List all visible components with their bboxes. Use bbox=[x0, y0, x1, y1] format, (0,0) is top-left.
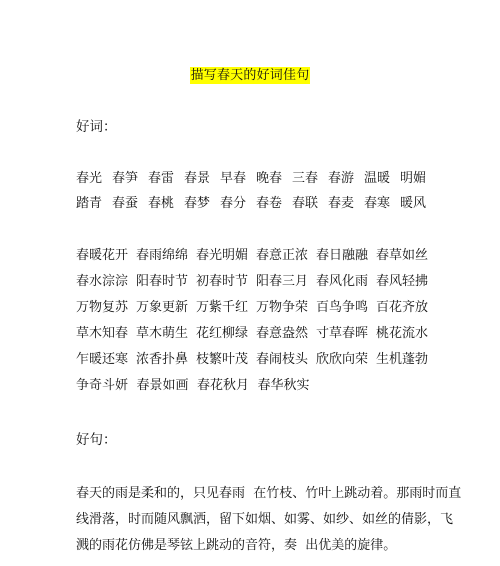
word-item: 春梦 bbox=[184, 196, 211, 211]
phrase-row-5 bbox=[76, 351, 436, 369]
phrase-item: 欣欣向荣 bbox=[316, 352, 369, 367]
good-words-label: 好词： bbox=[76, 119, 117, 135]
paragraph-line: 春天的雨是柔和的，只见春雨 在竹枝、竹叶上跳动着。那雨时而直 bbox=[76, 486, 462, 501]
phrase-item: 乍暖还寒 bbox=[76, 352, 129, 367]
phrase-item: 草木知春 bbox=[76, 326, 129, 341]
phrase-item: 草木萌生 bbox=[136, 326, 189, 341]
phrase-item: 枝繁叶茂 bbox=[196, 352, 249, 367]
phrase-item: 春暖花开 bbox=[76, 248, 129, 263]
phrase-item: 万物复苏 bbox=[76, 300, 129, 315]
phrase-item: 春华秋实 bbox=[257, 378, 310, 393]
phrase-item: 春花秋月 bbox=[197, 378, 250, 393]
paragraph-line: 溅的雨花仿佛是琴铉上跳动的音符，奏 出优美的旋律。 bbox=[76, 538, 397, 553]
word-item: 春笋 bbox=[112, 171, 139, 186]
word-item: 春蚕 bbox=[112, 196, 139, 211]
phrase-item: 春闹枝头 bbox=[256, 352, 309, 367]
spring-rain-paragraph bbox=[76, 481, 462, 559]
phrase-item: 争奇斗妍 bbox=[76, 378, 129, 393]
phrase-item: 春草如丝 bbox=[376, 248, 429, 263]
word-item: 早春 bbox=[220, 171, 247, 186]
phrase-row-2 bbox=[76, 273, 436, 291]
phrase-item: 春风轻拂 bbox=[376, 274, 429, 289]
word-item: 春光 bbox=[76, 171, 103, 186]
word-row-1 bbox=[76, 170, 436, 188]
phrase-item: 桃花流水 bbox=[376, 326, 429, 341]
word-item: 春景 bbox=[184, 171, 211, 186]
phrase-item: 春雨绵绵 bbox=[136, 248, 189, 263]
phrase-item: 百花齐放 bbox=[376, 300, 429, 315]
paragraph-line: 线滑落，时而随风飘洒，留下如烟、如雾、如纱、如丝的倩影，飞 bbox=[76, 512, 454, 527]
good-sentences-label: 好句： bbox=[76, 432, 117, 448]
phrase-item: 万紫千红 bbox=[196, 300, 249, 315]
word-item: 明媚 bbox=[400, 171, 427, 186]
phrase-item: 万象更新 bbox=[136, 300, 189, 315]
document-title: 描写春天的好词佳句 bbox=[190, 68, 310, 83]
word-item: 春桃 bbox=[148, 196, 175, 211]
phrase-row-6 bbox=[76, 377, 436, 395]
phrase-item: 春风化雨 bbox=[316, 274, 369, 289]
phrase-item: 春日融融 bbox=[316, 248, 369, 263]
phrase-item: 阳春三月 bbox=[256, 274, 309, 289]
phrase-row-4 bbox=[76, 325, 436, 343]
phrase-item: 春意盎然 bbox=[256, 326, 309, 341]
phrase-item: 春意正浓 bbox=[256, 248, 309, 263]
phrase-item: 寸草春晖 bbox=[316, 326, 369, 341]
word-item: 温暖 bbox=[364, 171, 391, 186]
title-container bbox=[0, 64, 500, 84]
word-item: 踏青 bbox=[76, 196, 103, 211]
word-item: 晚春 bbox=[256, 171, 283, 186]
word-row-2 bbox=[76, 195, 436, 213]
phrase-row-1 bbox=[76, 247, 436, 265]
phrase-item: 百鸟争鸣 bbox=[316, 300, 369, 315]
phrase-item: 春水淙淙 bbox=[76, 274, 129, 289]
word-item: 春麦 bbox=[328, 196, 355, 211]
phrase-item: 初春时节 bbox=[196, 274, 249, 289]
word-item: 春分 bbox=[220, 196, 247, 211]
phrase-item: 阳春时节 bbox=[136, 274, 189, 289]
word-item: 春雷 bbox=[148, 171, 175, 186]
word-item: 三春 bbox=[292, 171, 319, 186]
word-item: 春联 bbox=[292, 196, 319, 211]
phrase-item: 春景如画 bbox=[136, 378, 189, 393]
word-item: 春游 bbox=[328, 171, 355, 186]
word-item: 春卷 bbox=[256, 196, 283, 211]
phrase-item: 万物争荣 bbox=[256, 300, 309, 315]
phrase-row-3 bbox=[76, 299, 436, 317]
phrase-item: 春光明媚 bbox=[196, 248, 249, 263]
word-item: 暖风 bbox=[400, 196, 427, 211]
phrase-item: 生机蓬勃 bbox=[376, 352, 429, 367]
phrase-item: 花红柳绿 bbox=[196, 326, 249, 341]
phrase-item: 浓香扑鼻 bbox=[136, 352, 189, 367]
word-item: 春寒 bbox=[364, 196, 391, 211]
